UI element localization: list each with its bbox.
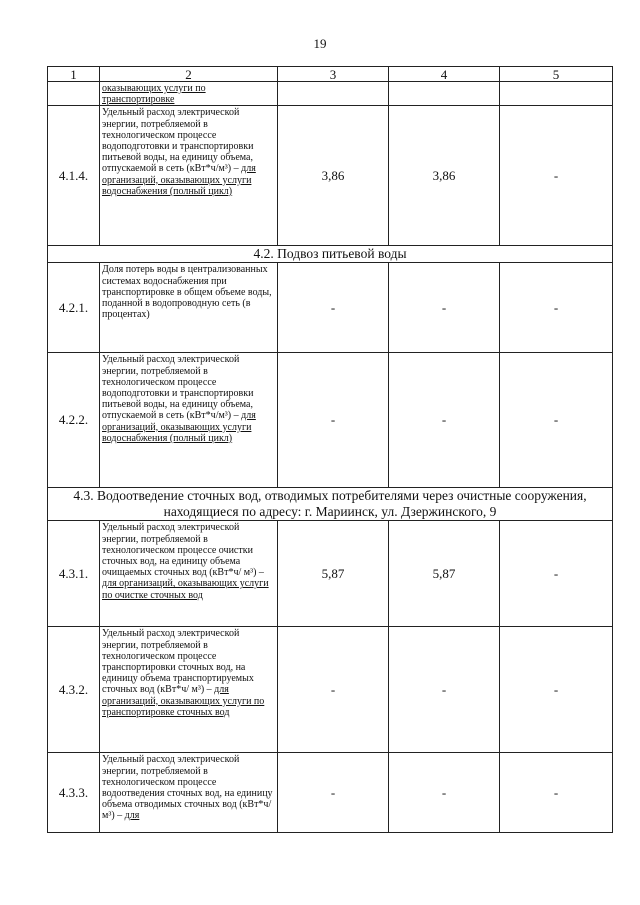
section-title: 4.3. Водоотведение сточных вод, отводимых потребителями через очистные сооружения, находящиеся по адресу: г. Мариинск, ул. Дзержинского, 9 — [48, 488, 613, 521]
description-text: Удельный расход электрической энергии, потребляемой в технологическом процессе водоподготовки и транспортировки питьевой воды, на единицу объема, отпускаемой в сеть (кВт*ч/м³) – — [102, 107, 254, 175]
indicator-description — [100, 753, 278, 833]
value-cell: - — [500, 263, 613, 353]
section-row — [48, 246, 613, 263]
table-row — [48, 521, 613, 627]
value-cell: - — [389, 627, 500, 753]
description-text: Удельный расход электрической энергии, потребляемой в технологическом процессе транспортировки сточных вод, на единицу объема транспортируемых сточных вод (кВт*ч/ м³) – — [102, 628, 254, 696]
value-cell: - — [500, 753, 613, 833]
value-cell — [278, 82, 389, 106]
value-cell: - — [389, 753, 500, 833]
description-underlined: для организаций, оказывающих услуги по очистке сточных вод — [102, 578, 269, 601]
indicator-description — [100, 353, 278, 488]
row-number: 4.2.1. — [48, 263, 100, 353]
value-cell — [500, 82, 613, 106]
page-number: 19 — [313, 36, 327, 51]
indicator-description — [100, 627, 278, 753]
section-title: 4.2. Подвоз питьевой воды — [48, 246, 613, 263]
description-underlined: для организаций, оказывающих услуги водоснабжения (полный цикл) — [102, 163, 256, 197]
indicator-description — [100, 106, 278, 246]
description-text: Удельный расход электрической энергии, потребляемой в технологическом процессе водоотведения сточных вод, на единицу объема отводимых сточных вод (кВт*ч/ м³) – — [102, 754, 273, 822]
value-cell: 5,87 — [389, 521, 500, 627]
table-row — [48, 106, 613, 246]
value-cell — [389, 82, 500, 106]
description-underlined: для организаций, оказывающих услуги по транспортировке сточных вод — [102, 684, 265, 718]
description-underlined: для — [124, 810, 140, 822]
value-cell: - — [500, 106, 613, 246]
value-cell: 5,87 — [278, 521, 389, 627]
table-row — [48, 263, 613, 353]
value-cell: 3,86 — [389, 106, 500, 246]
table-row — [48, 753, 613, 833]
table-row — [48, 82, 613, 106]
value-cell: - — [500, 521, 613, 627]
indicator-description — [100, 263, 278, 353]
value-cell: - — [389, 263, 500, 353]
column-header: 4 — [389, 67, 500, 82]
value-cell: - — [278, 753, 389, 833]
row-number: 4.3.2. — [48, 627, 100, 753]
row-number — [48, 82, 100, 106]
section-row — [48, 488, 613, 521]
column-header: 1 — [48, 67, 100, 82]
indicator-description — [100, 82, 278, 106]
header-row — [48, 67, 613, 82]
description-underlined: для организаций, оказывающих услуги водоснабжения (полный цикл) — [102, 410, 256, 444]
description-text: Удельный расход электрической энергии, потребляемой в технологическом процессе очистки сточных вод, на единицу объема очищаемых сточных вод (кВт*ч/ м³) – — [102, 522, 264, 579]
column-header: 3 — [278, 67, 389, 82]
row-number: 4.3.3. — [48, 753, 100, 833]
table-row — [48, 627, 613, 753]
description-underlined: оказывающих услуги по транспортировке — [102, 83, 206, 106]
value-cell: - — [389, 353, 500, 488]
value-cell: - — [500, 627, 613, 753]
column-header: 5 — [500, 67, 613, 82]
row-number: 4.3.1. — [48, 521, 100, 627]
indicator-description — [100, 521, 278, 627]
value-cell: - — [500, 353, 613, 488]
row-number: 4.2.2. — [48, 353, 100, 488]
column-header: 2 — [100, 67, 278, 82]
value-cell: - — [278, 353, 389, 488]
value-cell: - — [278, 627, 389, 753]
value-cell: 3,86 — [278, 106, 389, 246]
row-number: 4.1.4. — [48, 106, 100, 246]
table-row — [48, 353, 613, 488]
value-cell: - — [278, 263, 389, 353]
description-text: Удельный расход электрической энергии, потребляемой в технологическом процессе водоподготовки и транспортировки питьевой воды, на единицу объема, отпускаемой в сеть (кВт*ч/м³) – — [102, 354, 254, 422]
indicators-table — [47, 66, 613, 833]
description-text: Доля потерь воды в централизованных системах водоснабжения при транспортировке в общем объеме воды, поданной в водопроводную сеть (в процентах) — [102, 264, 272, 321]
